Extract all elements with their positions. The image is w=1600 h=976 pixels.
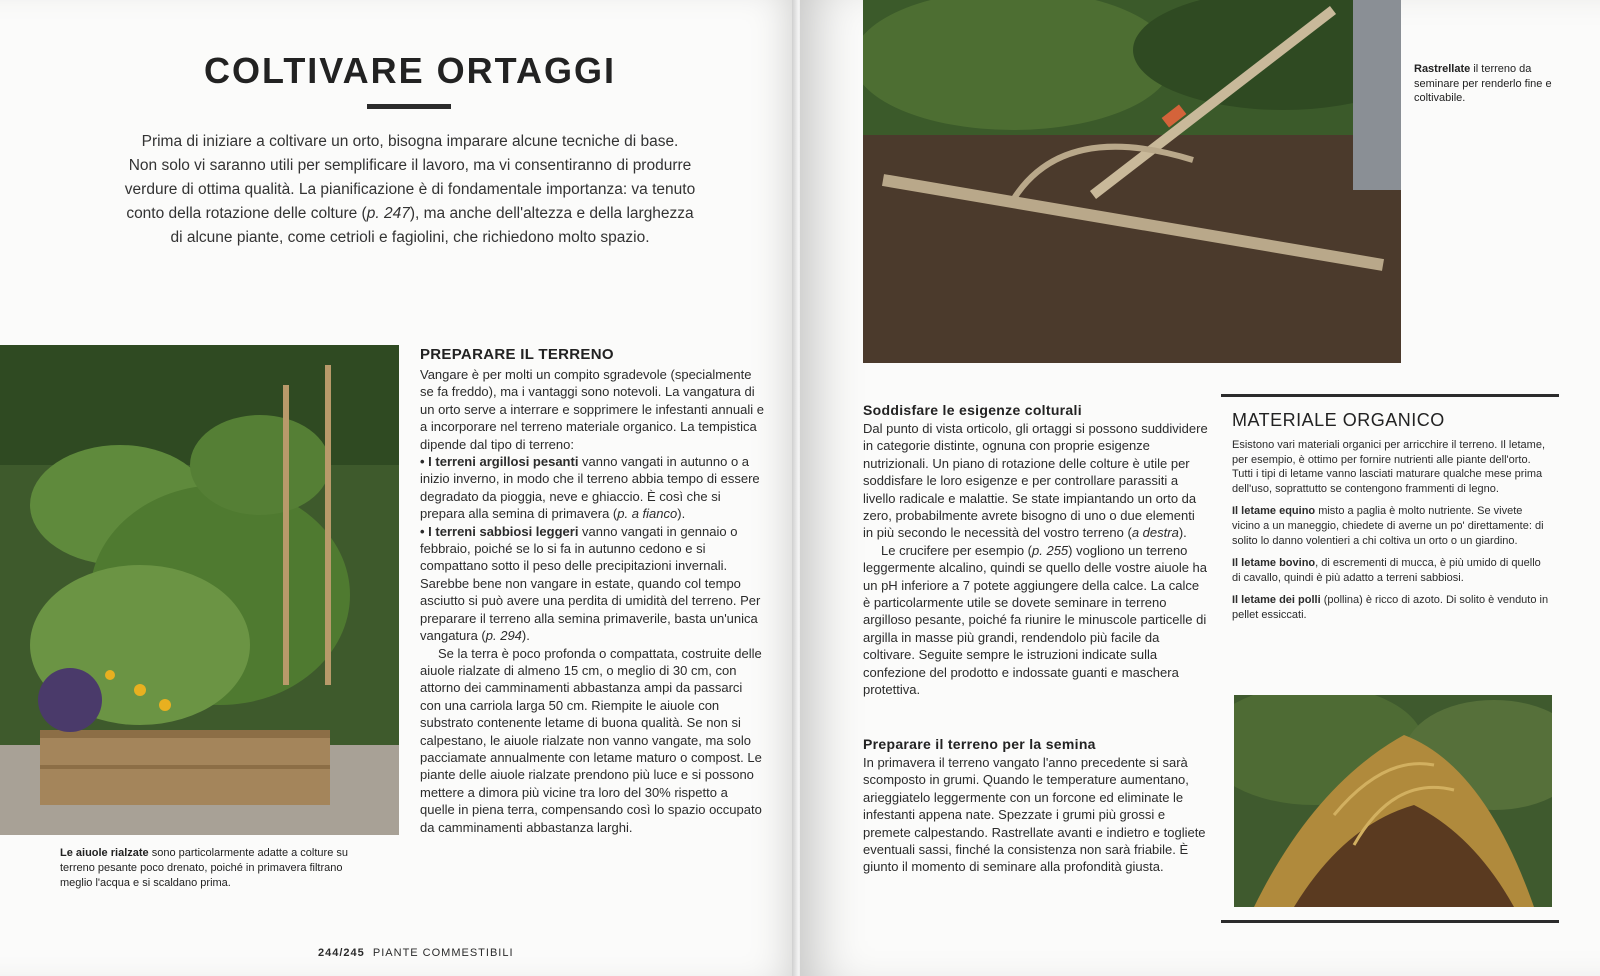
paragraph-text: ).	[1178, 525, 1187, 541]
page-reference: p. 294	[485, 628, 522, 644]
paragraph: Se la terra è poco profonda o compattata, costruite delle aiuole rialzate di almeno 15 cm, o meglio di 30 cm, con attorno dei camminamenti abbastanza ampi da passarci con una carriola larga 50 cm. Riempite le aiuole con substrato contenente letame di buona qualità. Se non si calpestano, le aiuole rialzate non vanno vangate, ma solo pacciamate annualmente con letame maturo o compost. Le piante delle aiuole rialzate prendono più luce e si possono mettere a dimora più vicine tra loro del 30% rispetto a quelle in piena terra, compensando così lo spazio occupato da camminamenti abbastanza larghi.	[420, 645, 762, 835]
bullet-sandy	[420, 523, 765, 645]
intro-line: Prima di iniziare a coltivare un orto, bisogna imparare alcune tecniche di base.	[141, 133, 679, 150]
page-reference: a destra	[1131, 525, 1179, 541]
box-item-horse	[1232, 504, 1552, 548]
rake-photo	[863, 0, 1401, 363]
paragraph-text: ) vogliono un terreno leggermente alcalino, quindi se quello delle vostre aiuole ha un pH inferiore a 7 potete aggiungere della calce. La calce è particolarmente utile se dovete seminare in terreno argilloso pesante, poiché fa riunire le minuscole particelle di argilla in masse più grandi, rendendolo più facile da coltivare. Seguite sempre le istruzioni indicate sulla confezione del prodotto e indossate guanti e maschera protettiva.	[863, 542, 1208, 698]
bullet-text: ).	[521, 628, 530, 644]
paragraph: In primavera il terreno vangato l'anno precedente si sarà scomposto in grumi. Quando le temperature aumentano, arieggiatelo leggermente con un forcone ed eliminate le infestanti appena nate. Spezzate i grumi più grossi e premete calpestando. Rastrellate avanti e indietro e togliete eventuali sassi, finché la consistenza non sarà friabile. È giunto il momento di seminare alla profondità giusta.	[863, 755, 1206, 875]
caption-text: sono particolarmente adatte a colture su terreno pesante poco drenato, poiché in primavera filtrano meglio l'acqua e si scaldano prima.	[60, 847, 348, 889]
bullet-text: vanno vangati in gennaio o febbraio, poiché se lo si fa in autunno cedono e si compattano sotto il peso delle precipitazioni invernali. Sarebbe bene non vangare in estate, quando col tempo asciutto si può avere una perdita di umidità del terreno. Per preparare il terreno alla semina primaverile, basta un'unica vangatura (	[420, 523, 761, 644]
title-underline	[367, 104, 451, 109]
section-heading-prepare: PREPARARE IL TERRENO	[420, 346, 614, 363]
paragraph: Vangare è per molti un compito sgradevole (specialmente se fa freddo), ma i vantaggi sono notevoli. La vangatura di un orto serve a interrare e sopprimere le infestanti annuali e a incorporare nel terreno materiale organico. La tempistica dipende dal tipo di terreno:	[420, 367, 764, 452]
paragraph-text: Dal punto di vista orticolo, gli ortaggi si possono suddividere in categorie distinte, ognuna con proprie esigenze nutrizionali. Un piano di rotazione delle colture è utile per soddisfare le loro esigenze e per controllare parassiti a livello radicale e malattie. Se state impiantando un orto da zero, probabilmente avrete bisogno di uno o due elementi in più secondo le necessità del vostro terreno (	[863, 421, 1208, 541]
box-bottom-rule	[1221, 920, 1559, 923]
manure-illustration	[1234, 695, 1552, 907]
caption-text: il terreno da seminare per renderlo fine e coltivabile.	[1414, 63, 1552, 104]
intro-line: verdure di ottima qualità. La pianificazione è di fondamentale importanza: va tenuto	[124, 181, 696, 198]
intro-text: conto della rotazione delle colture (	[126, 205, 367, 222]
section-body-seedbed	[863, 754, 1208, 876]
sidebar-box-text	[1232, 438, 1552, 631]
intro-line: Non solo vi saranno utili per semplificare il lavoro, ma vi consentiranno di produrre	[128, 157, 692, 174]
manure-photo	[1234, 695, 1552, 907]
box-top-rule	[1221, 394, 1559, 397]
bullet-bold: • I terreni argillosi pesanti	[420, 454, 579, 470]
footer-section: PIANTE COMMESTIBILI	[372, 947, 514, 959]
raised-bed-photo	[0, 345, 399, 835]
item-bold: Il letame bovino	[1232, 557, 1316, 570]
paragraph	[863, 542, 1208, 699]
section-body-prepare	[420, 366, 765, 836]
bullet-bold: • I terreni sabbiosi leggeri	[420, 523, 579, 539]
item-bold: Il letame dei polli	[1232, 594, 1321, 607]
bullet-text: vanno vangati in autunno o a inizio inverno, in modo che il terreno abbia tempo di essere degradato da pioggia, neve e ghiaccio. È così che si prepara alla semina di primavera (	[420, 454, 760, 522]
intro-text: ), ma anche dell'altezza e della larghezza	[409, 205, 694, 222]
section-body-needs	[863, 420, 1208, 699]
page-numbers: 244/245	[318, 947, 365, 959]
bullet-text: ).	[677, 506, 686, 522]
page-reference: p. 247	[366, 205, 410, 222]
bullet-clay	[420, 453, 765, 523]
right-page	[800, 0, 1600, 976]
paragraph	[863, 420, 1208, 542]
box-item-cow	[1232, 556, 1552, 585]
intro-paragraph	[100, 130, 720, 250]
sidebar-box-title: MATERIALE ORGANICO	[1232, 410, 1445, 430]
item-bold: Il letame equino	[1232, 505, 1316, 518]
raised-bed-caption	[60, 846, 360, 891]
item-text: misto a paglia è molto nutriente. Se vivete vicino a un maneggio, chiedete di averne un po' direttamente: di solito lo danno volentieri a chi coltiva un orto o un giardino.	[1232, 505, 1544, 547]
caption-bold: Rastrellate	[1414, 63, 1471, 75]
box-item-chicken	[1232, 593, 1552, 622]
page-reference: p. 255	[1032, 542, 1069, 558]
intro-line: di alcune piante, come cetrioli e fagiolini, che richiedono molto spazio.	[170, 229, 650, 246]
page-title: COLTIVARE ORTAGGI	[204, 50, 616, 91]
intro-line	[100, 202, 720, 226]
item-text: , di escrementi di mucca, è più umido di quello di cavallo, quindi è più adatto a terreni sabbiosi.	[1232, 557, 1541, 584]
rake-illustration	[863, 0, 1401, 363]
page-reference: p. a fianco	[617, 506, 678, 522]
section-heading-needs: Soddisfare le esigenze colturali	[863, 402, 1082, 418]
item-text: (pollina) è ricco di azoto. Di solito è venduto in pellet essiccati.	[1232, 594, 1549, 621]
page-footer	[318, 947, 514, 959]
rake-caption	[1414, 62, 1564, 106]
box-paragraph: Esistono vari materiali organici per arricchire il terreno. Il letame, per esempio, è ottimo per fornire nutrienti alle piante dell'orto. Tutti i tipi di letame vanno lasciati maturare qualche mese prima dell'uso, soprattutto se contengono frammenti di legno.	[1232, 439, 1546, 495]
paragraph-text: Le crucifere per esempio (	[881, 542, 1033, 558]
caption-bold: Le aiuole rialzate	[60, 847, 149, 859]
section-heading-seedbed: Preparare il terreno per la semina	[863, 736, 1096, 752]
raised-bed-illustration	[0, 345, 399, 835]
